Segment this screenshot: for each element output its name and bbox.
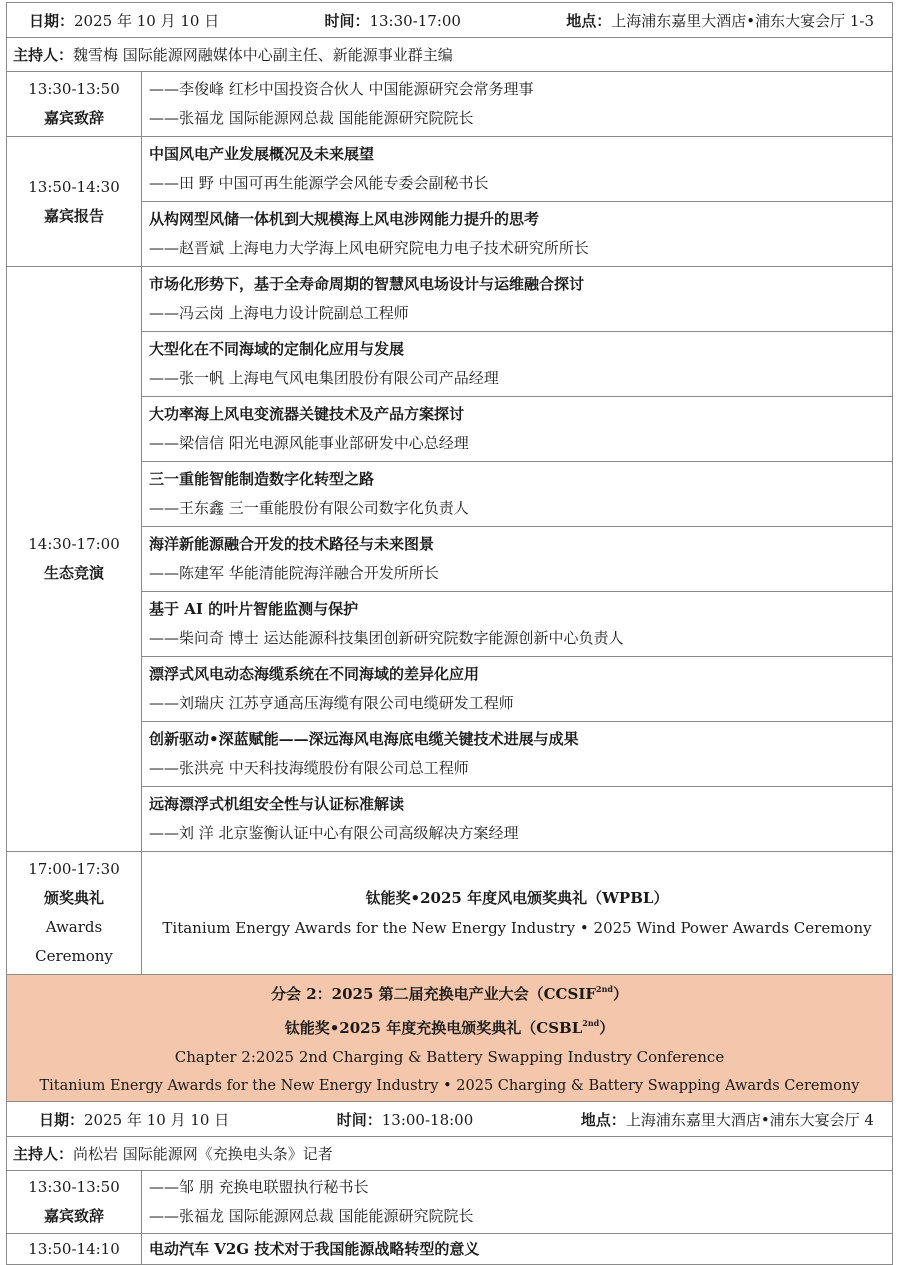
session-time: 17:00-17:30 xyxy=(28,860,120,878)
talk-title: 海洋新能源融合开发的技术路径与未来图景 xyxy=(149,535,435,553)
talk-speaker: ——王东鑫 三一重能股份有限公司数字化负责人 xyxy=(149,499,469,517)
talk-speaker: ——赵晋斌 上海电力大学海上风电研究院电力电子技术研究所所长 xyxy=(149,239,589,257)
award-title-en: Titanium Energy Awards for the New Energy Industry • 2025 Wind Power Awards Ceremony xyxy=(162,919,872,937)
session-time: 14:30-17:00 xyxy=(28,535,120,553)
speaker-line: ——张福龙 国际能源网总裁 国能能源研究院院长 xyxy=(149,109,474,127)
talk-item xyxy=(142,657,892,722)
session-time: 13:50-14:10 xyxy=(28,1239,120,1258)
talk-speaker: ——冯云岗 上海电力设计院副总工程师 xyxy=(149,304,409,322)
session2-time: 时间：13:00-18:00 xyxy=(336,1110,474,1129)
session1-ecosystem-row xyxy=(7,267,893,852)
talk-title: 远海漂浮式机组安全性与认证标准解读 xyxy=(149,795,405,813)
talk-speaker: ——刘 洋 北京鉴衡认证中心有限公司高级解决方案经理 xyxy=(149,824,519,842)
session2-info xyxy=(7,1109,892,1130)
talk-title: 创新驱动•深蓝赋能——深远海风电海底电缆关键技术进展与成果 xyxy=(149,730,579,748)
talk-title: 电动汽车 V2G 技术对于我国能源战略转型的意义 xyxy=(149,1239,480,1258)
session-name-en: Awards xyxy=(45,918,103,936)
session1-welcome-row xyxy=(7,72,893,137)
talk-speaker: ——刘瑞庆 江苏亨通高压海缆有限公司电缆研发工程师 xyxy=(149,694,514,712)
session-name: 生态竞演 xyxy=(43,564,104,582)
session-time: 13:30-13:50 xyxy=(28,1178,120,1196)
session1-awards-row xyxy=(7,852,893,975)
banner-line-1: 分会 2：2025 第二届充换电产业大会$(CCSIF^{2nd})$ xyxy=(270,984,628,1003)
session2-welcome-row xyxy=(7,1171,893,1234)
session-name: 颁奖典礼 xyxy=(43,889,104,907)
talk-item xyxy=(142,527,892,592)
chapter2-banner-row xyxy=(7,975,893,1102)
banner-line-3: Chapter 2:2025 2nd Charging & Battery Swapping Industry Conference xyxy=(174,1048,725,1066)
talk-title: 三一重能智能制造数字化转型之路 xyxy=(149,470,375,488)
session1-host: 主持人：魏雪梅 国际能源网融媒体中心副主任、新能源事业群主编 xyxy=(13,46,453,64)
talk-item xyxy=(142,787,892,851)
session2-info-row xyxy=(7,1102,893,1137)
session1-info xyxy=(7,10,892,31)
session1-time: 时间：13:30-17:00 xyxy=(324,11,461,30)
banner-line-2: 钛能奖•2025 年度充换电颁奖典礼$(CSBL^{2nd})$ xyxy=(284,1018,615,1037)
session-name: 嘉宾致辞 xyxy=(43,1207,104,1225)
talk-title: 漂浮式风电动态海缆系统在不同海域的差异化应用 xyxy=(149,665,480,683)
talk-speaker: ——陈建军 华能清能院海洋融合开发所所长 xyxy=(149,564,439,582)
speaker-line: ——李俊峰 红杉中国投资合伙人 中国能源研究会常务理事 xyxy=(149,80,534,98)
talk-item xyxy=(142,462,892,527)
chapter2-banner xyxy=(7,975,893,1102)
session2-place: 地点：上海浦东嘉里大酒店•浦东大宴会厅 4 xyxy=(580,1110,874,1129)
session1-info-row xyxy=(7,3,893,38)
session2-date: 日期：2025 年 10 月 10 日 xyxy=(39,1110,230,1129)
talk-item xyxy=(142,267,892,332)
talk-speaker: ——梁信信 阳光电源风能事业部研发中心总经理 xyxy=(149,434,469,452)
session2-host: 主持人：尚松岩 国际能源网《充换电头条》记者 xyxy=(13,1145,333,1163)
talk-speaker: ——田 野 中国可再生能源学会风能专委会副秘书长 xyxy=(149,174,489,192)
session-time: 13:30-13:50 xyxy=(28,80,120,98)
talk-title: 基于 AI 的叶片智能监测与保护 xyxy=(149,600,359,618)
session-name-en: Ceremony xyxy=(35,947,113,965)
talk-item xyxy=(142,137,892,202)
session-name: 嘉宾报告 xyxy=(43,206,104,225)
session-name: 嘉宾致辞 xyxy=(43,109,104,127)
talk-title: 大型化在不同海域的定制化应用与发展 xyxy=(149,340,405,358)
session1-date: 日期：2025 年 10 月 10 日 xyxy=(29,11,220,30)
talk-item xyxy=(142,332,892,397)
speaker-line: ——邹 朋 充换电联盟执行秘书长 xyxy=(149,1178,369,1196)
session1-place: 地点：上海浦东嘉里大酒店•浦东大宴会厅 1-3 xyxy=(566,11,874,30)
session-time: 13:50-14:30 xyxy=(28,177,120,196)
talk-title: 大功率海上风电变流器关键技术及产品方案探讨 xyxy=(149,405,465,423)
speaker-line: ——张福龙 国际能源网总裁 国能能源研究院院长 xyxy=(149,1207,474,1225)
talk-speaker: ——张一帆 上海电气风电集团股份有限公司产品经理 xyxy=(149,369,499,387)
session2-host-row xyxy=(7,1137,893,1171)
session2-next-row xyxy=(7,1234,893,1265)
talk-item xyxy=(142,202,892,266)
talk-item xyxy=(142,397,892,462)
talk-title: 市场化形势下，基于全寿命周期的智慧风电场设计与运维融合探讨 xyxy=(149,275,585,293)
session1-reports-row xyxy=(7,137,893,267)
talk-speaker: ——柴问奇 博士 运达能源科技集团创新研究院数字能源创新中心负责人 xyxy=(149,629,624,647)
talk-item xyxy=(142,722,892,787)
talk-title: 从构网型风储一体机到大规模海上风电涉网能力提升的思考 xyxy=(149,210,540,228)
award-title-cn: 钛能奖•2025 年度风电颁奖典礼（WPBL） xyxy=(365,889,669,907)
talk-item xyxy=(142,592,892,657)
session1-host-row xyxy=(7,38,893,72)
agenda-table xyxy=(6,2,893,1265)
banner-line-4: Titanium Energy Awards for the New Energy Industry • 2025 Charging & Battery Swapping Awards Ceremony xyxy=(39,1078,860,1094)
talk-speaker: ——张洪亮 中天科技海缆股份有限公司总工程师 xyxy=(149,759,469,777)
talk-title: 中国风电产业发展概况及未来展望 xyxy=(149,145,375,163)
